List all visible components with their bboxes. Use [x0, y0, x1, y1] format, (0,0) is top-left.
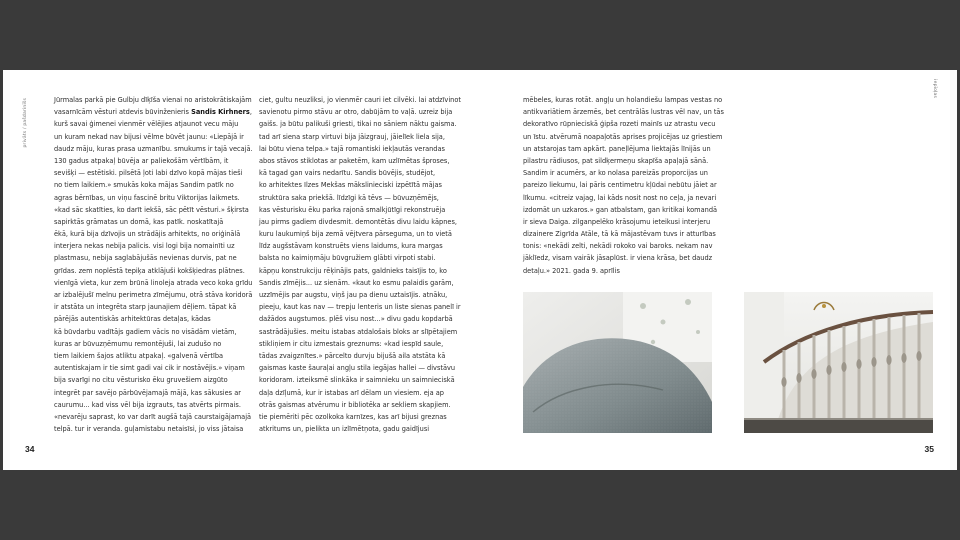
- article-line: kā būvdarbu vadītājs gadiem vācis no visādām vietām,: [54, 327, 237, 336]
- article-line: tādas zvaigznītes.» pārcelto durvju bijušā aila atstāta kā: [259, 351, 446, 360]
- article-line: jāklīedz, visam vairāk jāsaplūst. ir viena krāsa, bet daudz: [523, 254, 713, 263]
- right-page-number: 35: [924, 444, 934, 454]
- article-line: vienīgā vieta, kur zem brūnā linoleja atrada veco koka grīdu: [54, 278, 253, 287]
- article-column-3: [523, 94, 724, 277]
- article-line: Jūrmalas parkā pie Gulbju dīķīša vienai no aristokrātiskajām: [54, 96, 252, 104]
- article-line: agras bērnības, un viņu fascinē britu Viktorijas laikmets.: [54, 193, 240, 202]
- article-line: savienotu pirmo stāvu ar otro, dabūjām to vaļā. uzreiz bija: [259, 108, 453, 117]
- article-line: kas vēsturisku ēku parka rajonā smalkjūtīgi rekonstruēja: [259, 205, 446, 214]
- article-line: abos stāvos stiklotas ar paketēm, kam uzlīmētas šproses,: [259, 156, 450, 165]
- article-line: pareizo liekumu, lai pāris centimetru kļūdai nebūtu jāiet ar: [523, 181, 717, 190]
- article-line: antikvariātiem ārzemēs, bet centrālās lustras vēl nav, un tās: [523, 108, 724, 117]
- article-line: līdz augšstāvam konstruēts viens laidums, kura margas: [259, 242, 443, 251]
- article-line: ar izbalējušī melnu perimetra zīmējumu, otrā stāva koridorā: [54, 291, 253, 299]
- article-line: lai būtu viena telpa.» tajā romantiski iekļautās verandas: [259, 144, 445, 153]
- magazine-spread: [3, 70, 957, 470]
- article-line: balsta no kaimiņmāju būvgružiem glābti virpoti stabi.: [259, 254, 436, 263]
- article-line: sevišķi — estētiski. pilsētā ļoti labi dzīvo kopā mājas tieši: [54, 169, 243, 178]
- article-line: dažādos augstumos. plēš visu nost...» divu gadu kopdarbā: [259, 315, 453, 324]
- article-line: atkritums un, pielikta un izlīmētņota, gadu gaidījusi: [259, 425, 430, 434]
- article-line: pieeju, kaut kas nav — trepju lenteris un liste sienas panelī ir: [259, 303, 461, 312]
- article-line: integrēt par savējo pārbūvējamajā mājā, kas sākusies ar: [54, 388, 241, 397]
- article-line: dizainere Zigrīda Atāle, tā kā mājastēvam tuvs ir atturības: [523, 230, 716, 239]
- article-line: daļa dzīļumā, kur ir istabas arī dēlam un viesiem. eja ap: [259, 388, 444, 397]
- article-line: daudz māju, kuras prasa uzmanību. smukums ir tajā vecajā.: [54, 144, 253, 153]
- article-line: telpā. tur ir veranda. guļamistabu netaisīsi, jo viss jātaisa: [54, 425, 244, 434]
- article-line: «kad sāc skatīties, ko darīt iekšā, sāc pētīt vēsturi.» šķirsta: [54, 205, 249, 214]
- article-line: tie piemēriti pēc ozolkoka karnīzes, kas arī bijusi greznas: [259, 412, 447, 421]
- article-line: «nevarēju saprast, ko var darīt augšā tajā caurstaigājamajā: [54, 412, 252, 421]
- article-line: kuru laukumiņš bija zemā vējtvera pārseguma, un to vietā: [259, 230, 452, 239]
- left-page-number: 34: [25, 444, 35, 454]
- article-line: un īstu. atvērumā noapaļotās aprises projicējas uz griestiem: [523, 132, 723, 141]
- article-line: otrās gaismas atvērumu ir bibliotēka ar sekliem skapjiem.: [259, 400, 451, 409]
- article-line: interjera nekas nebija palicis. visi logi bija nomainīti uz: [54, 242, 235, 251]
- article-column-2: [259, 94, 461, 435]
- article-line: un atstarojas tam apkārt. paneļlējuma liektajās līnijās un: [523, 144, 711, 153]
- article-line: pilastru rādiusos, pat sildķermeņu skapīša apaļajā sānā.: [523, 156, 709, 165]
- article-line: kā tagad gan vairs nedarītu. Sandis būvējis, studējot,: [259, 169, 436, 178]
- article-line: gaismas kaste šauraļai angļu stila iegājas hallei — divstāvu: [259, 364, 456, 373]
- armchair-photo: [523, 292, 712, 433]
- article-line: 130 gadus atpakaļ būvēja ar paliekošām vērtībām, it: [54, 156, 229, 165]
- article-line: stikliņiem ir citu izmestais greznums: «kad iespīd saule,: [259, 339, 444, 348]
- article-line: dekoratīvo rūpnieciskā ģipša rozeti mainīs uz atrastu vecu: [523, 120, 716, 129]
- article-line: gaišs. ja būtu palikuši griesti, tikai no sāniem nāktu gaisma.: [259, 120, 457, 129]
- article-line: mēbeles, kuras rotāt. angļu un holandiešu lampas vestas no: [523, 96, 723, 104]
- article-line: un kuram nekad nav bijusi vēlme būvēt jaunu: «Liepājā ir: [54, 132, 244, 141]
- article-line: ir atstāta un integrēta starp jaunajiem dēļiem. tāpat kā: [54, 303, 237, 312]
- article-line: koridoram. izteiksmē slinkāka ir saimnieku un saimnieciskā: [259, 376, 455, 385]
- article-line: grīdas. zem noplēstā tepiķa atklājuši kokšķiedras plātnes.: [54, 266, 245, 275]
- article-line: vasarnīcām vēsturi atdevis būvinženieris Sandis Kirhners,: [54, 108, 252, 117]
- article-line: ir sieva Daiga. zilganpelēko krāsojumu ieteikusi interjeru: [523, 217, 711, 226]
- article-line: izdomāt un uzkaros.» gan atbalstam, gan kritikai komandā: [523, 205, 718, 214]
- staircase-photo: [744, 292, 933, 433]
- article-line: struktūra saka priekšā. līdzīgi kā tēvs — būvuzņēmējs,: [259, 193, 439, 202]
- article-line: tonis: «nekādi zelti, nekādi rokoko vai baroks. nekam nav: [523, 242, 713, 251]
- article-line: uzzīmējis par augstu, viņš jau pa dienu uztaisījis. atnāku,: [259, 291, 448, 299]
- article-line: kāpņu konstrukciju rēķinājis pats, galdnieks taisījis to, ko: [259, 266, 447, 275]
- article-column-1: [54, 94, 253, 435]
- article-line: detaļu.» 2021. gada 9. aprīlis: [523, 266, 620, 275]
- article-line: caurumu... kad viss vēl bija izgrauts, tas atvērts pirmais.: [54, 400, 241, 409]
- article-line: līkumu. «citreiz vajag, lai kāds nosit nost no ceļa, ja nevari: [523, 193, 717, 202]
- article-line: kurš savai ģimenei vienmēr vēlējies atjaunot vecu māju: [54, 120, 239, 129]
- article-line: jau pirms gadiem divdesmit. demontētās divu laidu kāpnes,: [259, 217, 458, 226]
- article-line: sapirktās grāmatas un domā, kas patīk. noskatītajā: [54, 217, 224, 226]
- article-line: tiem laikiem šajos atliktu atpakaļ. «galvenā vērtība: [54, 351, 224, 360]
- article-line: ciet, gultu neuzliksi, jo vienmēr cauri iet cilvēki. lai atdzīvinot: [259, 96, 461, 104]
- article-line: plastmasu, nebija saglabājušās nevienas durvis, pat ne: [54, 254, 237, 263]
- article-line: pārējās autentiskās arhitektūras detaļas, kādas: [54, 315, 211, 324]
- article-line: tad arī siena starp virtuvi bija jāizgrauj, jāielīek liela sija,: [259, 132, 445, 141]
- article-line: Sandis zīmējis... uz sienām. «kaut ko esmu palaidis garām,: [259, 278, 454, 287]
- article-line: bija svarīgi no citu vēsturisko ēku gruvešiem aizgūto: [54, 376, 228, 385]
- article-line: autentiskajam ir tie simt gadi vai cik ir nostāvējis.» viņam: [54, 364, 245, 373]
- left-section-label: privāts / pašdarinīšs: [23, 98, 28, 148]
- article-line: no tiem laikiem.» smukās koka mājas Sandim patīk no: [54, 181, 234, 190]
- armchair-photo-image: [523, 292, 712, 433]
- article-line: sastrādājušies. meitu istabas atdalošais bloks ar slīpētajiem: [259, 327, 458, 336]
- right-section-label: iepīoļas: [932, 79, 937, 98]
- article-line: Sandim ir acumērs, ar ko nolasa pareizās proporcijas un: [523, 169, 708, 178]
- article-line: ēkā, kurā bija dzīvojis un strādājis arhitekts, no oriģinālā: [54, 230, 241, 239]
- article-line: ko arhitektes Ilzes Mekšas mākslinieciski izpētītā mājas: [259, 181, 442, 190]
- staircase-photo-image: [744, 292, 933, 433]
- article-line: kuras ar būvuzņēmumu remontējuši, lai zudušo no: [54, 339, 222, 348]
